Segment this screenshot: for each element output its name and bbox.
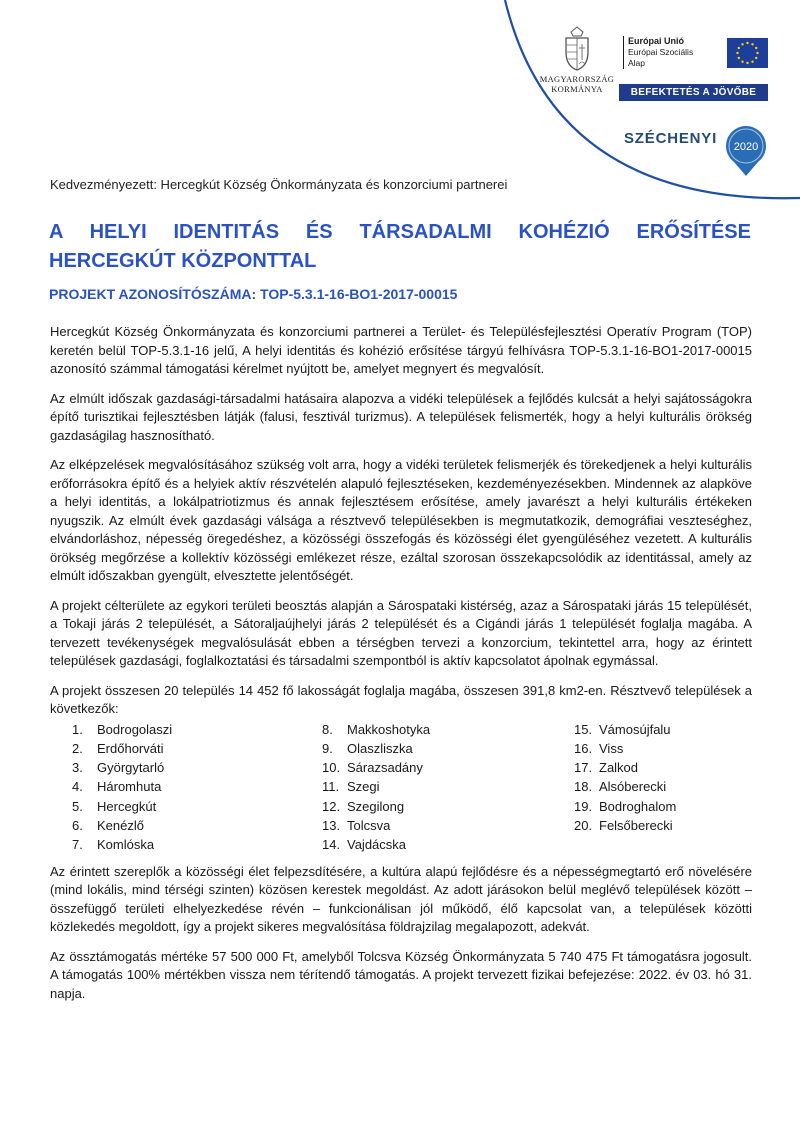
town-name: Erdőhorváti [97, 740, 164, 756]
project-id: PROJEKT AZONOSÍTÓSZÁMA: TOP-5.3.1-16-BO1-2017-00015 [49, 286, 458, 302]
szechenyi-logo-text: SZÉCHENYI [624, 130, 718, 147]
town-name: Bodroghalom [599, 798, 677, 814]
paragraph-intro: Hercegkút Község Önkormányzata és konzorciumi partnerei a Terület- és Településfejlesztési Operatív Program (TOP) keretén belül TOP-5.3.1-16 jelű, A helyi identitás és kohézió erősítése tárgyú felhívásra TOP-5.3.1-16-BO1-2017-00015 azonosító számmal támogatási kérelmet nyújtott be, amelyet megnyert és megvalósít. [50, 324, 752, 376]
town-list-item [322, 797, 574, 816]
town-number: 14. [322, 837, 341, 853]
government-name: MAGYARORSZÁG KORMÁNYA [539, 74, 615, 94]
town-name: Kenézlő [97, 817, 144, 833]
town-number: 5. [72, 798, 83, 814]
eu-logo-block [619, 36, 768, 100]
town-name: Bodrogolaszi [97, 721, 173, 737]
paragraph-target-area: A projekt célterülete az egykori területi beosztás alapján a Sárospataki kistérség, azaz a Sárospataki járás 15 települését, a Tokaji járás 2 települését, a Sátoraljaújhelyi járás 2 települését és a Cigándi járás 1 települését foglalja magába. A tervezett tevékenységek megvalósulását ebben a térségben tervezi a konzorcium, tekintettel arra, hogy az érintett települések gazdasági, foglalkoztatási és társadalmi szempontból is aktív kapcsolatot ápolnak egymással. [50, 597, 752, 668]
towns-column-3 [574, 720, 676, 855]
town-name: Alsóberecki [599, 779, 667, 795]
title-line-1: A HELYI IDENTITÁS ÉS TÁRSADALMI KOHÉZIÓ ERŐSÍTÉSE [49, 221, 751, 243]
town-number: 11. [322, 779, 340, 795]
town-number: 8. [322, 721, 333, 737]
town-name: Szegilong [347, 798, 405, 814]
town-name: Olaszliszka [347, 740, 413, 756]
paragraph-funding: Az össztámogatás mértéke 57 500 000 Ft, amelyből Tolcsva Község Önkormányzata 5 740 475 Ft támogatásra jogosult. A támogatás 100% mértékben vissza nem térítendő támogatás. A projekt tervezett fizikai befejezése: 2022. év 03. hó 31. napja. [50, 948, 752, 1001]
town-number: 19. [574, 798, 593, 814]
paragraph-goals: Az elképzelések megvalósításához szükség volt arra, hogy a vidéki területek felismerjék és törekedjenek a helyi kulturális erőforrásokra építő és a helyiek aktív részvételén alapuló fejlesztéseken, kezdeményezésekben. Mindennek az alapköve a helyi identitás, a lokálpatriotizmus és annak fejlesztésem erősítése, amely javarészt a helyi kulturális értékeken nyugszik. Az elmúlt évek gazdasági válsága a résztvevő településekben is megmutatkozik, demográfiai veszteséghez, elvándorláshoz, népesség öregedéshez, a közösségi összefogás és közösségi élet gyengüléséhez vezetett. A kulturális örökség megőrzése a kollektív közösségi emlékezet része, ezáltal szorosan összekapcsolódik az identitással, amely az elmúlt időszakban gyengült, elvesztette jelentőségét. [50, 457, 752, 583]
town-list-item [574, 720, 676, 739]
town-list-item [322, 720, 574, 739]
town-name: Hercegkút [97, 798, 157, 814]
town-list-item [574, 816, 676, 835]
town-number: 4. [72, 779, 83, 795]
document-body [50, 323, 752, 1014]
town-list-item [574, 777, 676, 796]
town-list-item [72, 739, 322, 758]
town-list-item [574, 758, 676, 777]
town-list-item [574, 739, 676, 758]
town-number: 7. [72, 837, 83, 853]
town-name: Vajdácska [347, 837, 407, 853]
town-list-item [72, 797, 322, 816]
town-list-item [72, 777, 322, 796]
town-list-item [322, 758, 574, 777]
town-name: Györgytarló [97, 760, 165, 776]
town-number: 3. [72, 760, 83, 776]
eu-fund-text: Európai Unió Európai Szociális Alap [623, 36, 708, 69]
town-list-item [322, 835, 574, 854]
town-name: Sárazsadány [347, 760, 423, 776]
town-list-item [72, 758, 322, 777]
town-number: 1. [72, 721, 83, 737]
town-number: 16. [574, 740, 593, 756]
town-number: 15. [574, 721, 593, 737]
town-list-item [72, 835, 322, 854]
paragraph-background: Az elmúlt időszak gazdasági-társadalmi hatásaira alapozva a vidéki települések a fejlődés kulcsát a helyi sajátosságokra építő turisztikai fejlesztésben látják (falusi, fesztivál turizmus). A települések felismerték, hogy a helyi kulturális örökség gazdaságilag hasznosítható. [50, 390, 752, 443]
page-title [49, 218, 751, 276]
towns-column-2 [322, 720, 574, 855]
beneficiary-line: Kedvezményezett: Hercegkút Község Önkormányzata és konzorciumi partnerei [50, 177, 508, 192]
eu-slogan-banner: BEFEKTETÉS A JÖVŐBE [619, 84, 768, 101]
town-list-item [72, 816, 322, 835]
town-name: Viss [599, 740, 624, 756]
town-number: 9. [322, 740, 333, 756]
coat-of-arms-icon [560, 26, 594, 72]
town-number: 6. [72, 817, 83, 833]
town-name: Makkoshotyka [347, 721, 431, 737]
town-list-item [72, 720, 322, 739]
town-number: 20. [574, 817, 593, 833]
town-name: Vámosújfalu [599, 721, 671, 737]
town-number: 17. [574, 760, 593, 776]
town-name: Szegi [347, 779, 380, 795]
town-name: Zalkod [599, 760, 639, 776]
town-list-item [322, 777, 574, 796]
town-number: 10. [322, 760, 341, 776]
town-name: Felsőberecki [599, 817, 673, 833]
hungarian-government-logo [537, 26, 617, 94]
town-list-item [322, 816, 574, 835]
town-number: 18. [574, 779, 593, 795]
town-list-item [322, 739, 574, 758]
town-name: Komlóska [97, 837, 155, 853]
szechenyi-2020-badge-icon [723, 124, 769, 178]
paragraph-cooperation: Az érintett szereplők a közösségi élet felpezsdítésére, a kultúra alapú fejlődésre és a népességmegtartó erő növelésére (mind lokális, mind térségi szinten) közösen kerestek megoldást. Az adott járásokon belül meglévő települések között – összefüggő területi elhelyezkedése révén – funkcionálisan jól működő, élő kapcsolat van, a települések közötti közlekedés megoldott, így a projekt sikeres megvalósítása földrajzilag megalapozott, adekvát. [50, 863, 752, 935]
town-list-item [574, 797, 676, 816]
eu-flag-icon [727, 38, 768, 68]
participating-towns-list [72, 720, 752, 855]
towns-column-1 [72, 720, 322, 855]
town-name: Tolcsva [347, 817, 391, 833]
title-line-2: HERCEGKÚT KÖZPONTTAL [49, 250, 317, 272]
town-number: 12. [322, 798, 341, 814]
town-number: 13. [322, 817, 341, 833]
paragraph-population: A projekt összesen 20 település 14 452 fő lakosságát foglalja magába, összesen 391,8 km2-en. Résztvevő települések a következők: [50, 682, 752, 716]
town-number: 2. [72, 740, 83, 756]
szechenyi-year: 2020 [733, 141, 759, 153]
town-name: Háromhuta [97, 779, 162, 795]
